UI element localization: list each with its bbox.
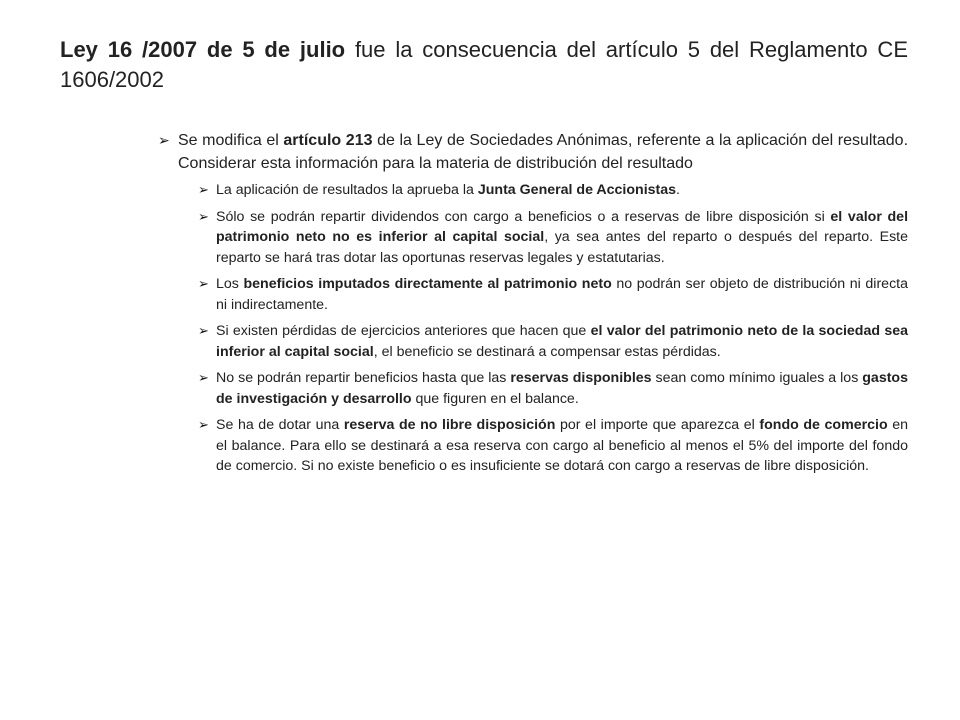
arrow-bullet-icon: ➢ (198, 323, 209, 338)
sub-bullet-junta-general: ➢ La aplicación de resultados la aprueba la Junta General de Accionistas. (198, 180, 908, 201)
arrow-bullet-icon: ➢ (158, 132, 170, 148)
arrow-bullet-icon: ➢ (198, 276, 209, 291)
sub-bullet-reservas-disponibles: ➢ No se podrán repartir beneficios hasta que las reservas disponibles sean como mínimo iguales a los gastos de investigación y desarrollo que figuren en el balance. (198, 370, 908, 407)
bullet-list-level1 (158, 129, 908, 483)
bullet-list-level2 (198, 180, 908, 477)
arrow-bullet-icon: ➢ (198, 417, 209, 432)
sub-bullet-fondo-de-comercio: ➢ Se ha de dotar una reserva de no libre disposición por el importe que aparezca el fondo de comercio en el balance. Para ello se destinará a esa reserva con cargo al beneficio al menos el 5% del importe del fondo de comercio. Si no existe beneficio o es insuficiente se dotará con cargo a reservas de libre disposición. (198, 417, 908, 474)
bullet-item-articulo-213: ➢ Se modifica el artículo 213 de la Ley de Sociedades Anónimas, referente a la aplicación del resultado. Considerar esta información para la materia de distribución del resultado (158, 129, 908, 175)
slide-title (60, 35, 908, 95)
arrow-bullet-icon: ➢ (198, 182, 209, 197)
title-text: fue la consecuencia del artículo 5 del Reglamento CE 1606/2002 (60, 37, 908, 92)
sub-bullet-perdidas: ➢ Si existen pérdidas de ejercicios anteriores que hacen que el valor del patrimonio neto de la sociedad sea inferior al capital social, el beneficio se destinará a compensar estas pérdidas. (198, 323, 908, 360)
arrow-bullet-icon: ➢ (198, 370, 209, 385)
sub-bullet-beneficios-imputados: ➢ Los beneficios imputados directamente al patrimonio neto no podrán ser objeto de distribución ni directa ni indirectamente. (198, 276, 908, 313)
arrow-bullet-icon: ➢ (198, 208, 209, 224)
sub-bullet-dividendos: ➢ Sólo se podrán repartir dividendos con cargo a beneficios o a reservas de libre disposición si el valor del patrimonio neto no es inferior al capital social, ya sea antes del reparto o después del reparto. Este reparto se hará tras dotar las oportunas reservas legales y estatutarias. (198, 208, 909, 266)
title-law-reference: Ley 16 /2007 de 5 de julio (60, 37, 346, 62)
